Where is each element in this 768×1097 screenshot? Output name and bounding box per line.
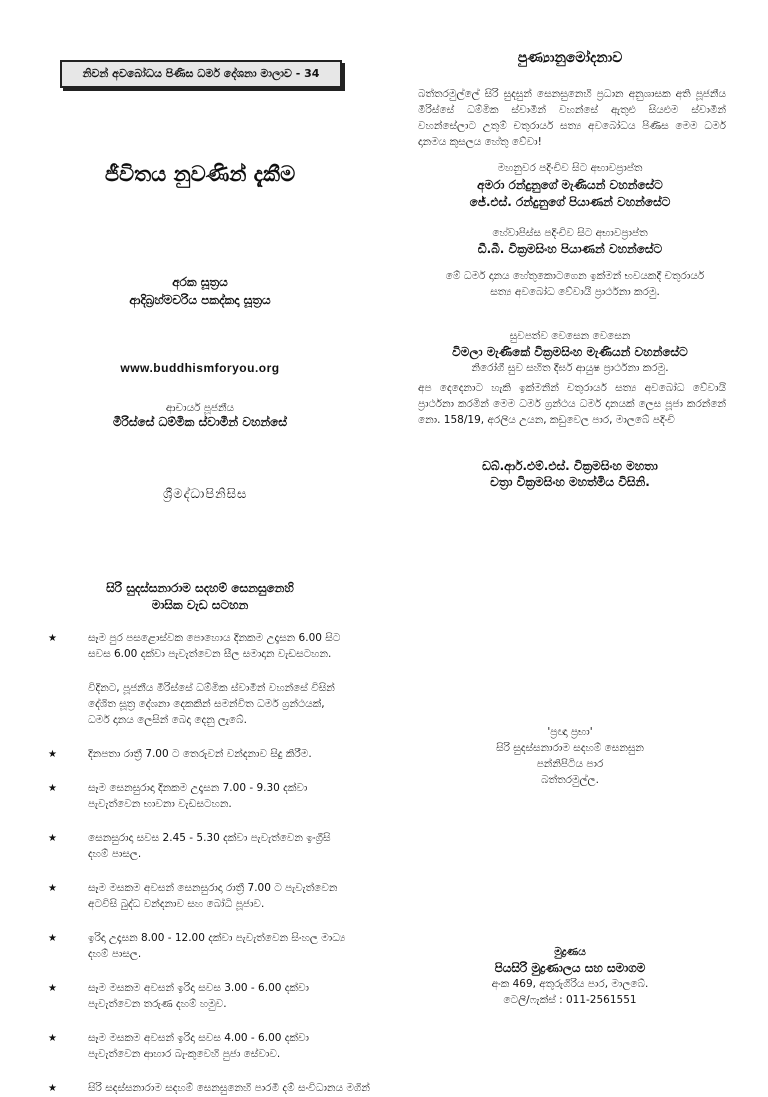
group1-name-2: ජේ.එස්. රන්දුනුගේ පියාණන් වහන්සේට xyxy=(469,195,671,209)
schedule-item-text: ඉරිදා උදෑසන 8.00 - 12.00 දක්වා පැවැත්වෙන සිංහල මාධ්‍ය දහම් පාසල. xyxy=(88,932,346,960)
wish-2: නිරෝගී සුව සහිත දීර්ඝ ආයුෂ ප්‍රාර්ථනා කරමු. xyxy=(471,362,669,374)
list-item xyxy=(48,1080,370,1096)
star-bullet-icon: ★ xyxy=(48,833,57,844)
star-bullet-icon: ★ xyxy=(48,1033,57,1044)
schedule-heading-1: සිරි සුදස්සනාරාම සදහම් සෙනසුනෙහි xyxy=(106,581,294,595)
list-item xyxy=(48,780,348,812)
monk-name: මීරිස්සේ ධම්මික ස්වාමීන් වහන්සේ xyxy=(113,415,287,429)
book-title: ජීවිතය නුවණින් දැකීම xyxy=(104,162,296,186)
schedule-item-note: විදිනට, පූජනීය මීරිස්සේ ධම්මික ස්වාමීන් වහන්සේ විසින් දේශිත සූත්‍ර දේශනා දෙකකින් සමන්විත ධර්ම ග්‍රන්ථයක්, ධර්ම දානය ලෙසින් බෙදා දෙනු ලැබේ. xyxy=(88,682,335,726)
dedication-intro: බත්තරමුල්ලේ සිරි සුදසුන් සෙනසුනෙහි ප්‍රධාන අනුශාසක අති පූජනීය මීරිස්සේ ධම්මික ස්වාමීන් වහන්සේ ඇතුළු සියළුම ස්වාමීන් වහන්සේලාට උතුම් චතුරාර්ය සත්‍ය අවබෝධය පිණිස මෙම ධර්ම දානමය කුසලය හේතු වේවා! xyxy=(418,88,726,148)
list-item xyxy=(48,880,348,912)
group1-intro: මහනුවර පදිංචිව සිට අභාවප්‍රාප්ත xyxy=(497,162,643,174)
schedule-heading-2: මාසික වැඩ සටහන xyxy=(151,598,249,612)
list-item xyxy=(48,830,348,862)
schedule-item-text: සෑම පුර පසළොස්වක පොහොය දිනකම උදෑසන 6.00 සිට සවස 6.00 දක්වා පැවැත්වෙන සීල සමාදාන වැඩසටහන. xyxy=(88,632,341,660)
living-intro: සුවපත්ව වෙසෙන වෙසෙන xyxy=(509,330,631,342)
publication-series: 'ප්‍රඥා ප්‍රභා' xyxy=(547,726,593,738)
star-bullet-icon: ★ xyxy=(48,749,57,760)
list-item xyxy=(48,746,348,762)
series-title: නිවන් අවබෝධය පිණිස ධර්ම දේශනා මාලාව - 34 xyxy=(82,67,320,80)
website-link[interactable]: www.buddhismforyou.org xyxy=(120,361,280,375)
printer-name: පියසිරි මුද්‍රණාලය සහ සමාගම xyxy=(494,961,646,975)
schedule-item-text: සිරි සදස්සනාරාම සදහම් සෙනසුනෙහි පාරමී දම් සංවිධානය මගින් xyxy=(88,1082,370,1094)
star-bullet-icon: ★ xyxy=(48,633,57,644)
living-name: විමලා මැණිකේ වික්‍රමසිංහ මැණියන් වහන්සේට xyxy=(452,345,688,359)
series-title-box xyxy=(60,60,342,88)
schedule-item-text: සෙනසුරාදා සවස 2.45 - 5.30 දක්වා පැවැත්වෙන ඉංග්‍රීසි දහම් පාසල. xyxy=(88,832,331,860)
schedule-item-text: දිනපතා රාත්‍රී 7.00 ට තෙරුවන් වන්දනාව සිදු කිරීම. xyxy=(88,748,312,760)
schedule-list xyxy=(48,630,370,1096)
temple-line-3: බත්තරමුල්ල. xyxy=(541,774,599,786)
group2-name: ඩී.බී. වික්‍රමසිංහ පියාණන් වහන්සේට xyxy=(477,242,663,256)
temple-line-2: පන්නිපිටිය පාර xyxy=(536,758,604,770)
star-bullet-icon: ★ xyxy=(48,783,57,794)
temple-line-1: සිරි සුදස්සනාරාම සදහම් සෙනසුන xyxy=(496,742,644,754)
sutta-name-1: අරක සූත්‍රය xyxy=(172,275,228,289)
star-bullet-icon: ★ xyxy=(48,883,57,894)
author-signature: ශ්‍රීමද්ධාපිනිසිස xyxy=(163,487,248,502)
list-item xyxy=(48,980,348,1012)
printer-address: අංක 469, අතුරුගිරිය පාර, මාලබේ. xyxy=(491,978,649,990)
schedule-item-text: සෑම සෙනසුරාදා දිනකම උදෑසන 7.00 - 9.30 දක්වා පැවැත්වෙන භාවනා වැඩසටහන. xyxy=(88,782,308,810)
list-item xyxy=(48,930,348,962)
schedule-item-text: සෑම මසකම අවසන් සෙනසුරාදා රාත්‍රී 7.00 ට පැවැත්වෙන අටවිසි බුද්ධ වන්දනාව සහ බෝධි පූජාව. xyxy=(88,882,338,910)
printer-phone: ටෙලි/ෆැක්ස් : 011-2561551 xyxy=(503,994,637,1006)
list-item xyxy=(48,630,348,662)
sutta-name-2: ආදිබ්‍රහ්මචරිය පකද්කදා සූත්‍රය xyxy=(129,293,271,307)
list-item-note xyxy=(48,680,348,728)
group1-name-1: අමරා රන්දුනුගේ මැණියන් වහන්සේට xyxy=(477,178,663,192)
wish-1: මේ ධර්ම දානය හේතුකොටගෙන ඉක්මන් භවයකදී චතුරාර්ය සත්‍ය අවබෝධ වේවායි ප්‍රාර්ථනා කරමු. xyxy=(445,270,705,298)
star-bullet-icon: ★ xyxy=(48,933,57,944)
printer-label: මුද්‍රණය xyxy=(554,946,586,958)
donor-2: චත්‍රා වික්‍රමසිංහ මහත්මිය විසිනි. xyxy=(490,475,650,489)
dedication-heading: පුණ්‍යානුමෝදනාව xyxy=(517,50,623,66)
schedule-item-text: සෑම මසකම අවසන් ඉරිදා සවස 4.00 - 6.00 දක්වා පැවැත්වෙන ආහාර බැංකුවෙහි පුජා සේවාව. xyxy=(88,1032,309,1060)
donor-1: ඩබ්.ආර්.එම්.එස්. වික්‍රමසිංහ මහතා xyxy=(482,459,658,473)
monk-prefix: ආචාර්ය පූජනීය xyxy=(165,402,235,414)
donor-paragraph: අප දෙදෙනාට හැකි ඉක්මනින් චතුරාර්ය සත්‍ය අවබෝධ වේවායි ප්‍රාර්ථනා කරමින් මෙම ධර්ම ග්‍රන්ථය ධර්ම දානයක් ලෙස පූජා කරන්නේ නො. 158/19, අරලිය උයන, කඩුවෙල පාර, මාලබේ පදිංචි xyxy=(418,382,726,426)
group2-intro: හේවාපිස්ස පදිංචිව සිට අභාවප්‍රාප්ත xyxy=(492,227,648,239)
schedule-item-text: සෑම මසකම අවසන් ඉරිදා සවස 3.00 - 6.00 දක්වා පැවැත්වෙන තරුණ දහම් හමුව. xyxy=(88,982,309,1010)
list-item xyxy=(48,1030,348,1062)
star-bullet-icon: ★ xyxy=(48,1083,57,1094)
star-bullet-icon: ★ xyxy=(48,983,57,994)
